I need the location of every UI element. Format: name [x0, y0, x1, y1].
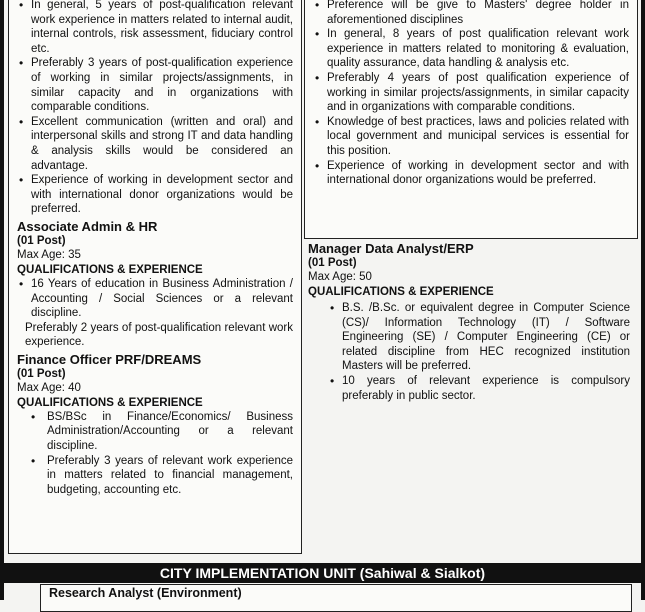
admin-hr-experience: Preferably 2 years of post-qualification relevant work experience. — [25, 321, 293, 349]
page-border-left — [0, 0, 4, 600]
list-item: • In general, 8 years of post qualification relevant work experience in matters related to monitoring & evaluation, quality assurance, data handling & analysis etc. — [313, 27, 629, 71]
post-count: (01 Post) — [308, 257, 357, 269]
job-title-admin-hr: Associate Admin & HR — [17, 218, 158, 234]
list-item: • Preferably 4 years of post qualification experience of working in similar projects/assignments, in similar capacity and in organizations with comparable conditions. — [313, 71, 629, 115]
max-age: Max Age: 35 — [17, 248, 81, 261]
right-top-bullets — [313, 0, 629, 188]
list-item: • Preferably 3 years of relevant work experience in matters related to financial management, budgeting, accounting etc. — [17, 454, 293, 498]
list-item: • 10 years of relevant experience is compulsory preferably in public sector. — [328, 374, 630, 403]
job-title-finance-officer: Finance Officer PRF/DREAMS — [17, 351, 202, 367]
list-item: • BS/BSc in Finance/Economics/ Business Administration/Accounting or a relevant discipline. — [17, 410, 293, 454]
post-count: (01 Post) — [17, 234, 66, 247]
list-item: • In general, 5 years of post-qualification relevant work experience in matters related to internal audit, internal controls, risk assessment, fiduciary control etc. — [17, 0, 293, 56]
left-top-bullets — [17, 0, 293, 217]
list-item: • Excellent communication (written and oral) and interpersonal skills and strong IT and data handling & analysis skills would be considered an advantage. — [17, 115, 293, 173]
qualifications-heading: QUALIFICATIONS & EXPERIENCE — [17, 396, 203, 409]
list-item: • 16 Years of education in Business Administration / Accounting / Social Sciences or a relevant discipline. — [17, 277, 293, 321]
manager-bullets — [308, 301, 638, 403]
list-item: • Experience of working in development sector and with international donor organizations would be preferred. — [313, 159, 629, 188]
job-title-research-analyst: Research Analyst (Environment) — [49, 586, 242, 600]
max-age: Max Age: 40 — [17, 381, 81, 394]
section-banner: CITY IMPLEMENTATION UNIT (Sahiwal & Sialkot) — [0, 563, 645, 583]
finance-bullets — [17, 410, 293, 498]
admin-hr-bullets — [17, 277, 293, 321]
left-column — [8, 0, 302, 554]
list-item: • Preferably 3 years of post-qualification experience of working in similar projects/assignments, in similar capacity and in organizations with comparable conditions. — [17, 56, 293, 114]
page-border-right — [641, 0, 645, 600]
right-column — [304, 0, 638, 239]
list-item: • Knowledge of best practices, laws and policies related with local government and municipal services is essential for this position. — [313, 115, 629, 159]
job-title-manager-data-analyst: Manager Data Analyst/ERP — [308, 241, 474, 256]
qualifications-heading: QUALIFICATIONS & EXPERIENCE — [17, 263, 203, 276]
post-count: (01 Post) — [17, 367, 66, 380]
list-item: • Preference will be give to Masters' degree holder in aforementioned disciplines — [313, 0, 629, 27]
manager-section — [304, 239, 638, 403]
qualifications-heading: QUALIFICATIONS & EXPERIENCE — [308, 286, 494, 298]
list-item: • B.S. /B.Sc. or equivalent degree in Computer Science (CS)/ Information Technology (IT) / Software Engineering (SE) / Computer Engineering (CE) or related discipline from HEC recognized institution Masters will be preferred. — [328, 301, 630, 374]
list-item: • Experience of working in development sector and with international donor organizations would be preferred. — [17, 173, 293, 217]
next-section-box — [40, 584, 632, 612]
max-age: Max Age: 50 — [308, 271, 372, 283]
